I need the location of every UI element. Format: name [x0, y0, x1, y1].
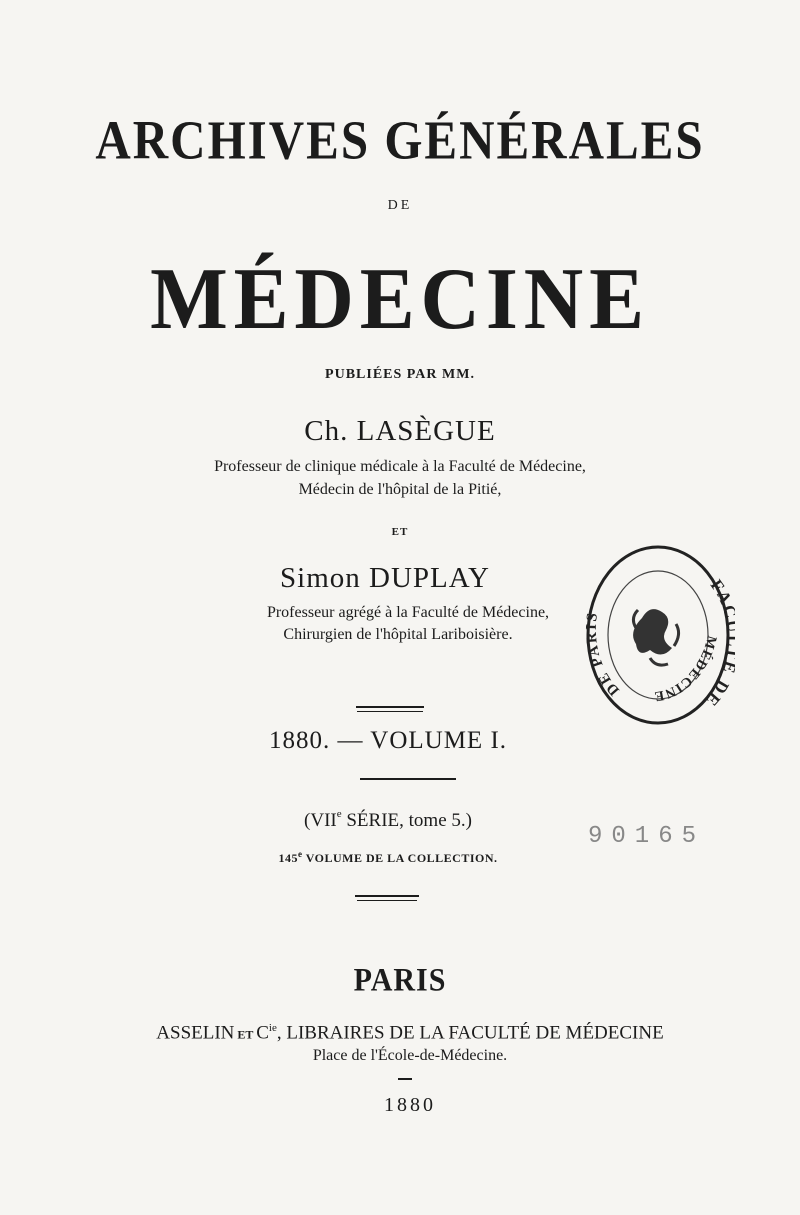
series-info: (VIIe SÉRIE, tome 5.) [304, 808, 472, 831]
and-connector: ET [391, 526, 409, 538]
svg-text:DE PARIS: DE PARIS [583, 610, 623, 699]
publisher: ASSELIN ET $C^{ie}$, LIBRAIRES DE LA FACULTÉ DE MÉDECINE [156, 1022, 664, 1044]
journal-title: ARCHIVES GÉNÉRALES [95, 109, 705, 171]
year-volume: 1880. — VOLUME I. [268, 727, 508, 754]
svg-text:MÉDECINE: MÉDECINE [652, 633, 719, 704]
divider-rule [398, 1078, 412, 1080]
publication-year: 1880 [384, 1094, 436, 1116]
editor1-role-line2: Médecin de l'hôpital de la Pitié, [298, 481, 502, 498]
divider-rule [357, 900, 417, 901]
svg-text:FACULTÉ DE: FA DE [700, 576, 735, 712]
editor2-name: Simon DUPLAY [280, 562, 490, 594]
divider-rule [356, 706, 424, 708]
publisher-address: Place de l'École-de-Médecine. [312, 1047, 508, 1064]
editor1-name: Ch. LASÈGUE [304, 415, 496, 447]
collection-info: 145e VOLUME DE LA COLLECTION. [278, 849, 498, 865]
library-seal-icon [580, 540, 735, 730]
editor2-role-line1: Professeur agrégé à la Faculté de Médecine, [266, 604, 550, 621]
shelfmark-number: 90165 [588, 823, 706, 850]
published-by: PUBLIÉES PAR MM. [325, 367, 475, 382]
divider-rule [355, 895, 419, 897]
journal-subject: MÉDECINE [150, 250, 650, 348]
city: PARIS [353, 962, 447, 999]
editor1-role-line1: Professeur de clinique médicale à la Faculté de Médecine, [214, 458, 586, 475]
title-connector: DE [387, 198, 413, 213]
editor2-role-line2: Chirurgien de l'hôpital Lariboisière. [283, 626, 513, 643]
divider-rule [357, 711, 423, 712]
divider-rule [360, 778, 456, 780]
